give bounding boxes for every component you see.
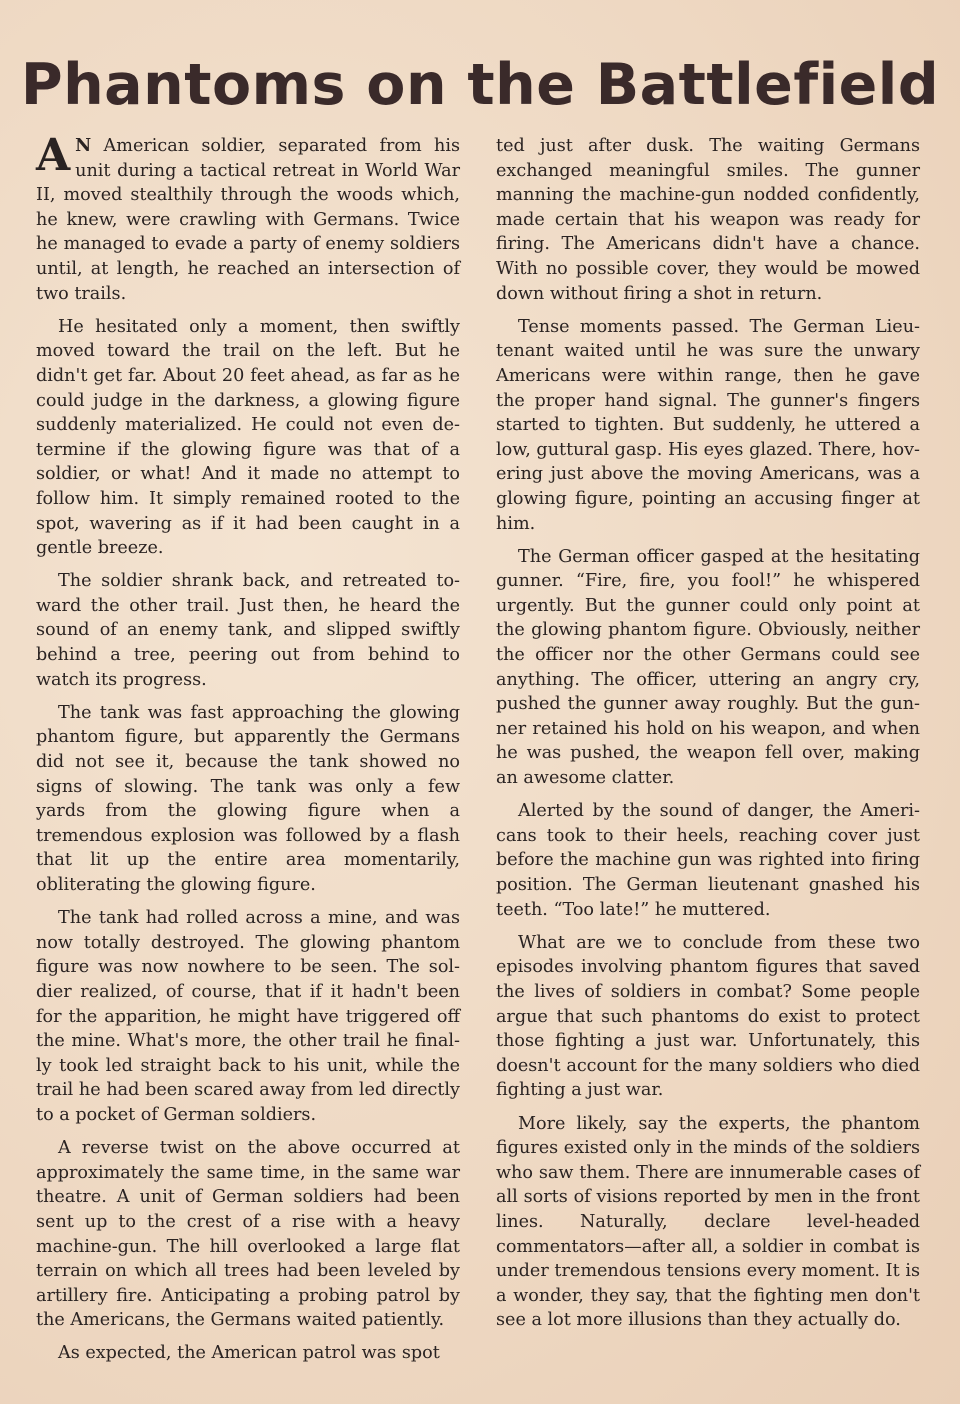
article-paragraph: The German officer gasped at the hesitating gunner. “Fire, fire, you fool!” he whispered urgently. But the gunner could only point at the glowing phantom figure. Obviously, neither the officer nor the other Germans could see anything. The officer, uttering an angry cry, pushed the gunner away roughly. But the gunner retained his hold on his weapon, and when he was pushed, the weapon fell over, making an awesome clatter. — [496, 546, 920, 789]
article-paragraph: What are we to conclude from these two episodes involving phantom figures that saved the lives of soldiers in combat? Some people argue that such phantoms do exist to protect those fighting a just war. Unfortunately, this doesn't account for the many soldiers who died fighting a just war. — [496, 932, 920, 1101]
article-paragraph: More likely, say the experts, the phantom figures existed only in the minds of the soldiers who saw them. There are innumerable cases of all sorts of visions reported by men in the front lines. Naturally, declare level-headed commentators—after all, a soldier in combat is under tremendous tensions every moment. It is a wonder, they say, that the fighting men don't see a lot more illusions than they actually do. — [496, 1113, 920, 1331]
right-column — [496, 134, 920, 1341]
drop-cap-rest: N — [75, 135, 92, 156]
article-paragraph: ted just after dusk. The waiting Germans exchanged meaningful smiles. The gunner manning the machine-gun nodded confidently, made certain that his weapon was ready for firing. The Americans didn't have a chance. With no possible cover, they would be mowed down without firing a shot in return. — [496, 136, 920, 304]
article-paragraph: Tense moments passed. The German Lieutenant waited until he was sure the unwary Americans were within range, then he gave the proper hand signal. The gunner's fingers started to tighten. But suddenly, he uttered a low, guttural gasp. His eyes glazed. There, hovering just above the moving Americans, was a glowing figure, pointing an accusing finger at him. — [496, 316, 920, 534]
article-paragraph: The tank had rolled across a mine, and was now totally destroyed. The glowing phantom figure was now nowhere to be seen. The soldier realized, of course, that if it hadn't been for the apparition, he might have triggered off the mine. What's more, the other trail he finally took led straight back to his unit, while the trail he had been scared away from led directly to a pocket of German soldiers. — [36, 908, 460, 1125]
article-paragraph: He hesitated only a moment, then swiftly moved toward the trail on the left. But he didn't get far. About 20 feet ahead, as far as he could judge in the darkness, a glowing figure suddenly materialized. He could not even determine if the glowing figure was that of a soldier, or what! And it made no attempt to follow him. It simply remained rooted to the spot, wavering as if it had been caught in a gentle breeze. — [36, 316, 460, 559]
paragraph-text: American soldier, separated from his unit during a tactical retreat in World War II, moved stealthily through the woods which, he knew, were crawling with Germans. Twice he managed to evade a party of enemy soldiers until, at length, he reached an intersection of two trails. — [36, 136, 460, 304]
article-paragraph: As expected, the American patrol was spot — [58, 1343, 440, 1364]
article-title: Phantoms on the Battlefield — [20, 52, 940, 118]
article-paragraph: A reverse twist on the above occurred at approximately the same time, in the same war theatre. A unit of German soldiers had been sent up to the crest of a rise with a heavy machine-gun. The hill overlooked a large flat terrain on which all trees had been leveled by artillery fire. Anticipating a probing patrol by the Americans, the Germans waited patiently. — [36, 1138, 460, 1331]
article-paragraph: Alerted by the sound of danger, the Americans took to their heels, reaching cover just before the machine gun was righted into firing position. The German lieutenant gnashed his teeth. “Too late!” he muttered. — [496, 801, 920, 920]
article-paragraph: The tank was fast approaching the glowing phantom figure, but apparently the Germans did not see it, because the tank showed no signs of slowing. The tank was only a few yards from the glowing figure when a tremendous explosion was followed by a flash that lit up the entire area momentarily, obliterating the glowing figure. — [36, 702, 460, 895]
left-column — [36, 130, 460, 1375]
article-paragraph — [36, 130, 460, 306]
article-paragraph: The soldier shrank back, and retreated toward the other trail. Just then, he heard the sound of an enemy tank, and slipped swiftly behind a tree, peering out from behind to watch its progress. — [36, 571, 460, 690]
drop-cap: A — [36, 130, 71, 181]
